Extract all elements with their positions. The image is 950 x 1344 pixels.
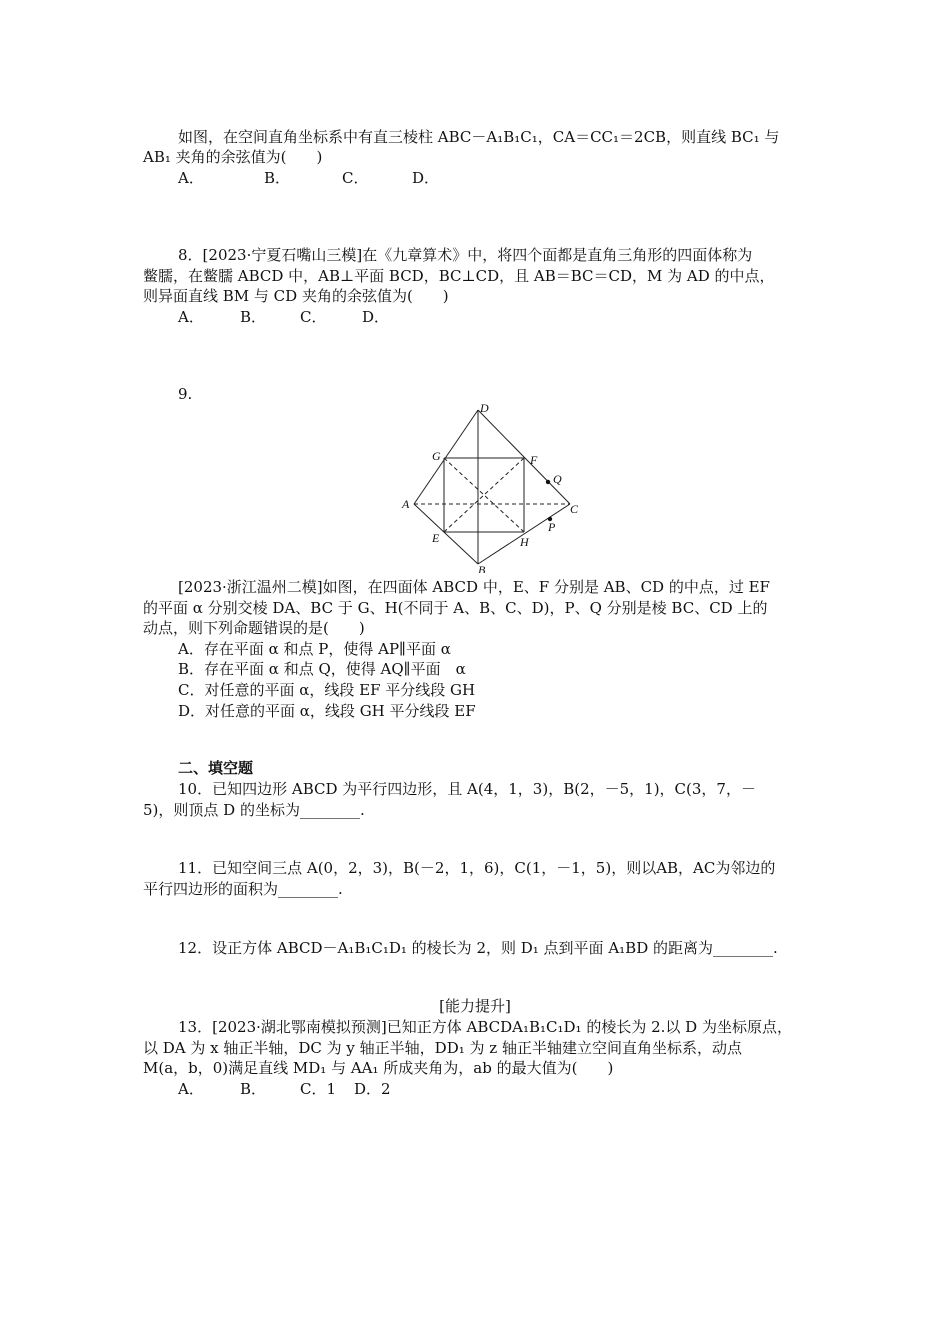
q13-line1: 13．[2023·湖北鄂南模拟预测]已知正方体 ABCDA₁B₁C₁D₁ 的棱长为 2.以 D 为坐标原点，: [178, 1018, 792, 1036]
q10-line2: 5)，则顶点 D 的坐标为________.: [143, 801, 365, 819]
label-g: G: [432, 449, 441, 463]
q8-option-a: A．: [178, 308, 204, 326]
q9-option-d: D．对任意的平面 α，线段 GH 平分线段 EF: [178, 702, 476, 720]
q12-line1: 12．设正方体 ABCD－A₁B₁C₁D₁ 的棱长为 2，则 D₁ 点到平面 A₁BD 的距离为________.: [178, 939, 778, 957]
q9-option-a: A．存在平面 α 和点 P，使得 AP∥平面 α: [178, 640, 451, 658]
label-f: F: [530, 453, 538, 467]
label-h: H: [520, 535, 529, 549]
edge-da: [414, 410, 478, 504]
q11-line1: 11．已知空间三点 A(0，2，3)，B(－2，1，6)，C(1，－1，5)，则以AB，AC为邻边的: [178, 859, 776, 877]
label-e: E: [432, 531, 440, 545]
q7-option-c: C．: [342, 169, 369, 187]
q7-line1: 如图，在空间直角坐标系中有直三棱柱 ABC－A₁B₁C₁，CA＝CC₁＝2CB，则直线 BC₁ 与: [178, 128, 780, 146]
q8-options: [178, 307, 389, 327]
q11-line2: 平行四边形的面积为________.: [143, 880, 343, 898]
q7-options: [178, 168, 439, 188]
q8-option-d: D．: [362, 308, 390, 326]
q8-option-b: B．: [240, 308, 267, 326]
q7-option-a: A．: [178, 169, 204, 187]
q8-line3: 则异面直线 BM 与 CD 夹角的余弦值为( ): [143, 287, 449, 305]
q8-line1: 8．[2023·宁夏石嘴山三模]在《九章算术》中，将四个面都是直角三角形的四面体称为: [178, 246, 753, 264]
label-b: B: [478, 563, 486, 573]
q13-option-a: A．: [178, 1080, 204, 1098]
q13-option-c: C．1: [300, 1080, 337, 1098]
label-c: C: [570, 502, 579, 516]
q7-line2: AB₁ 夹角的余弦值为( ): [143, 148, 323, 166]
q9-option-b: B．存在平面 α 和点 Q，使得 AQ∥平面 α: [178, 660, 466, 678]
q9-line1: [2023·浙江温州二模]如图，在四面体 ABCD 中，E、F 分别是 AB、CD 的中点，过 EF: [178, 578, 770, 596]
q13-option-d: D．2: [354, 1080, 391, 1098]
section-ability-title: [能力提升]: [439, 997, 511, 1015]
q8-option-c: C．: [300, 308, 327, 326]
label-p: P: [548, 520, 556, 534]
tetrahedron-figure: [398, 398, 588, 573]
q10-line1: 10．已知四边形 ABCD 为平行四边形，且 A(4，1，3)，B(2，－5，1)，C(3，7，－: [178, 780, 756, 798]
point-q: [546, 480, 550, 484]
q7-option-b: B．: [264, 169, 291, 187]
q9-number: 9.: [178, 385, 193, 403]
label-a: A: [402, 497, 410, 511]
label-q: Q: [553, 472, 562, 486]
q13-options: [178, 1079, 391, 1099]
q9-line3: 动点，则下列命题错误的是( ): [143, 619, 365, 637]
q13-line3: M(a，b，0)满足直线 MD₁ 与 AA₁ 所成夹角为，ab 的最大值为( ): [143, 1059, 614, 1077]
label-d: D: [480, 401, 489, 415]
q13-line2: 以 DA 为 x 轴正半轴，DC 为 y 轴正半轴，DD₁ 为 z 轴正半轴建立空间直角坐标系，动点: [143, 1039, 742, 1057]
q7-option-d: D．: [412, 169, 440, 187]
q9-option-c: C．对任意的平面 α，线段 EF 平分线段 GH: [178, 681, 476, 699]
edge-ab: [414, 504, 478, 564]
q8-line2: 鳖臑，在鳖臑 ABCD 中，AB⊥平面 BCD，BC⊥CD，且 AB＝BC＝CD，M 为 AD 的中点，: [143, 267, 775, 285]
q13-option-b: B．: [240, 1080, 267, 1098]
section-fill-in-title: 二、填空题: [178, 759, 254, 777]
q9-line2: 的平面 α 分别交棱 DA、BC 于 G、H(不同于 A、B、C、D)，P、Q 分别是棱 BC、CD 上的: [143, 599, 768, 617]
